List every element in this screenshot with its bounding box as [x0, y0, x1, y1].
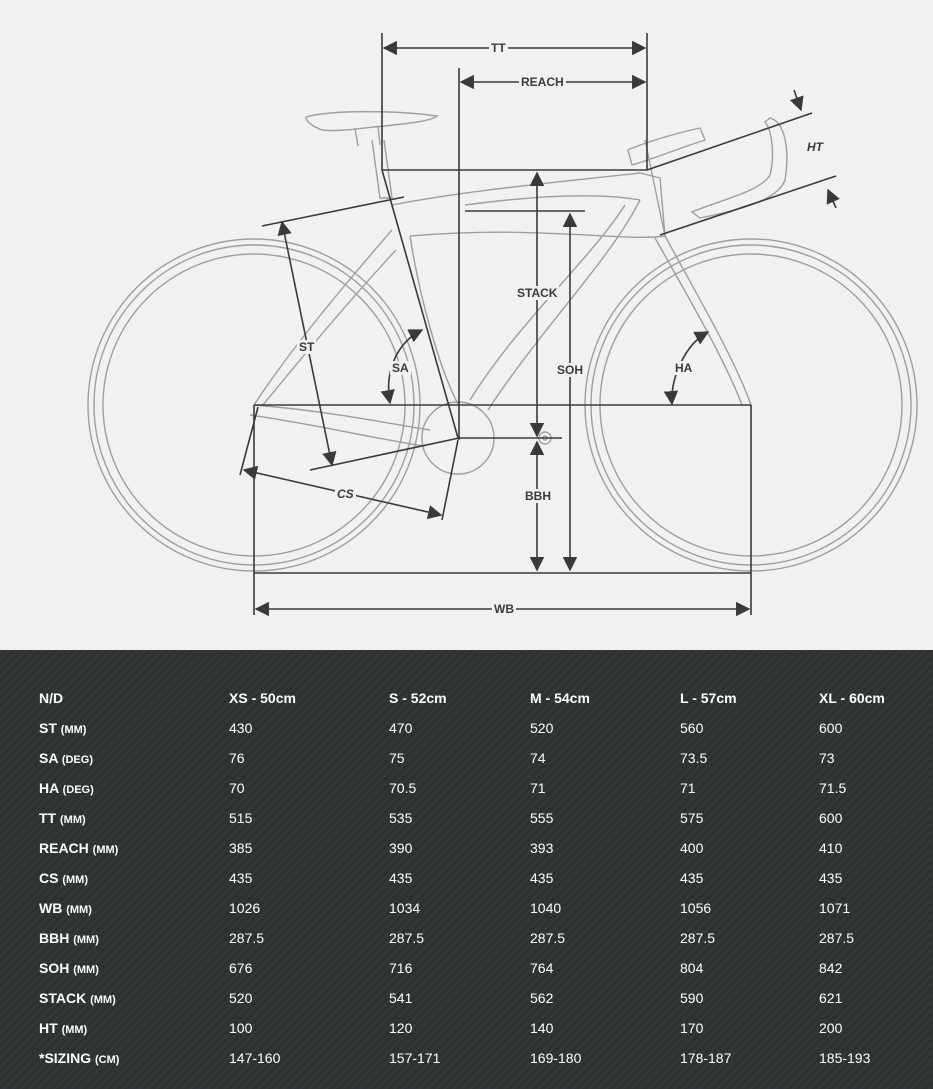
table-row [0, 803, 933, 833]
row-label [0, 713, 229, 743]
table-header-row [0, 683, 933, 713]
ht-line-bottom [660, 176, 836, 235]
fork [665, 236, 751, 405]
row-label [0, 773, 229, 803]
row-name: BBH [39, 930, 70, 946]
table-cell: 169-180 [530, 1050, 582, 1066]
header-s: S - 52cm [389, 690, 447, 706]
table-cell: 75 [389, 750, 405, 766]
row-unit: (DEG) [62, 784, 94, 796]
row-name: HT [39, 1020, 58, 1036]
table-cell: 400 [680, 840, 704, 856]
table-cell: 600 [819, 810, 843, 826]
header-m: M - 54cm [530, 690, 590, 706]
table-cell: 1026 [229, 900, 261, 916]
table-cell: 410 [819, 840, 843, 856]
geometry-table-panel [0, 650, 933, 1089]
tt-label: TT [491, 41, 506, 55]
row-name: SOH [39, 960, 70, 976]
table-cell: 287.5 [819, 930, 855, 946]
ha-label: HA [675, 361, 693, 375]
table-cell: 287.5 [389, 930, 425, 946]
row-label [0, 893, 229, 923]
saddle [306, 112, 437, 131]
row-name: HA [39, 780, 59, 796]
row-label [0, 803, 229, 833]
table-row [0, 833, 933, 863]
table-cell: 435 [389, 870, 413, 886]
table-row [0, 893, 933, 923]
row-unit: (MM) [90, 994, 116, 1006]
header-xs: XS - 50cm [229, 690, 296, 706]
table-cell: 178-187 [680, 1050, 732, 1066]
row-name: STACK [39, 990, 87, 1006]
table-cell: 435 [229, 870, 253, 886]
seat-stay [254, 230, 392, 405]
table-cell: 560 [680, 720, 704, 736]
row-label [0, 743, 229, 773]
chain-stay [254, 405, 430, 430]
table-cell: 73.5 [680, 750, 708, 766]
soh-label: SOH [557, 363, 584, 377]
table-cell: 621 [819, 990, 843, 1006]
bike-outline [88, 112, 917, 571]
table-cell: 555 [530, 810, 554, 826]
table-row [0, 923, 933, 953]
table-cell: 1034 [389, 900, 421, 916]
table-cell: 842 [819, 960, 843, 976]
row-unit: (MM) [61, 1024, 88, 1036]
table-cell: 764 [530, 960, 554, 976]
stack-label: STACK [517, 286, 558, 300]
table-cell: 575 [680, 810, 704, 826]
st-line [262, 197, 404, 226]
handlebar [692, 118, 787, 218]
table-cell: 1040 [530, 900, 562, 916]
table-cell: 541 [389, 990, 413, 1006]
sa-label: SA [392, 361, 409, 375]
table-row [0, 773, 933, 803]
table-cell: 71.5 [819, 780, 847, 796]
table-cell: 120 [389, 1020, 413, 1036]
table-cell: 1056 [680, 900, 712, 916]
row-name: REACH [39, 840, 89, 856]
row-name: WB [39, 900, 63, 916]
table-cell: 1071 [819, 900, 851, 916]
table-cell: 170 [680, 1020, 704, 1036]
table-cell: 147-160 [229, 1050, 281, 1066]
row-name: CS [39, 870, 59, 886]
table-cell: 535 [389, 810, 413, 826]
table-cell: 716 [389, 960, 413, 976]
row-label [0, 1043, 229, 1073]
table-cell: 435 [819, 870, 843, 886]
table-row [0, 743, 933, 773]
table-cell: 287.5 [229, 930, 265, 946]
st-label: ST [299, 340, 315, 354]
stem [628, 128, 705, 165]
table-row [0, 1013, 933, 1043]
table-cell: 435 [680, 870, 704, 886]
table-cell: 590 [680, 990, 704, 1006]
wb-label: WB [494, 602, 514, 616]
table-row [0, 953, 933, 983]
table-cell: 600 [819, 720, 843, 736]
row-name: ST [39, 720, 57, 736]
down-tube [410, 236, 458, 404]
table-cell: 287.5 [680, 930, 716, 946]
row-unit: (MM) [66, 904, 92, 916]
table-row [0, 1043, 933, 1073]
table-cell: 470 [389, 720, 413, 736]
table-cell: 140 [530, 1020, 554, 1036]
row-unit: (DEG) [61, 754, 93, 766]
table-body [0, 713, 933, 1073]
reach-label: REACH [521, 75, 564, 89]
table-cell: 70 [229, 780, 245, 796]
ht-label: HT [807, 140, 823, 154]
row-name: TT [39, 810, 57, 826]
table-cell: 71 [530, 780, 546, 796]
table-cell: 100 [229, 1020, 253, 1036]
table-cell: 390 [389, 840, 413, 856]
geometry-table [0, 683, 933, 1073]
table-cell: 71 [680, 780, 696, 796]
row-unit: (MM) [60, 814, 86, 826]
row-unit: (CM) [95, 1054, 120, 1066]
table-cell: 562 [530, 990, 554, 1006]
table-cell: 385 [229, 840, 253, 856]
table-row [0, 863, 933, 893]
table-cell: 515 [229, 810, 253, 826]
table-cell: 76 [229, 750, 245, 766]
row-label [0, 1013, 229, 1043]
table-cell: 430 [229, 720, 253, 736]
bbh-label: BBH [525, 489, 551, 503]
table-cell: 435 [530, 870, 554, 886]
table-cell: 157-171 [389, 1050, 441, 1066]
row-unit: (MM) [73, 934, 99, 946]
row-label [0, 833, 229, 863]
row-unit: (MM) [92, 844, 119, 856]
row-label [0, 983, 229, 1013]
table-cell: 200 [819, 1020, 843, 1036]
row-label [0, 863, 229, 893]
row-unit: (MM) [60, 724, 87, 736]
table-row [0, 983, 933, 1013]
table-cell: 70.5 [389, 780, 417, 796]
cs-label: CS [337, 487, 354, 501]
table-cell: 520 [229, 990, 253, 1006]
row-unit: (MM) [62, 874, 88, 886]
table-cell: 73 [819, 750, 835, 766]
table-cell: 287.5 [530, 930, 566, 946]
table-cell: 393 [530, 840, 554, 856]
table-row [0, 713, 933, 743]
table-cell: 520 [530, 720, 554, 736]
header-nd: N/D [39, 690, 64, 706]
row-unit: (MM) [73, 964, 99, 976]
table-cell: 804 [680, 960, 704, 976]
header-l: L - 57cm [680, 690, 737, 706]
table-cell: 676 [229, 960, 253, 976]
row-label [0, 953, 229, 983]
row-label [0, 923, 229, 953]
table-cell: 185-193 [819, 1050, 871, 1066]
table-cell: 74 [530, 750, 546, 766]
header-xl: XL - 60cm [819, 690, 885, 706]
row-name: *SIZING [39, 1050, 92, 1066]
row-name: SA [39, 750, 58, 766]
